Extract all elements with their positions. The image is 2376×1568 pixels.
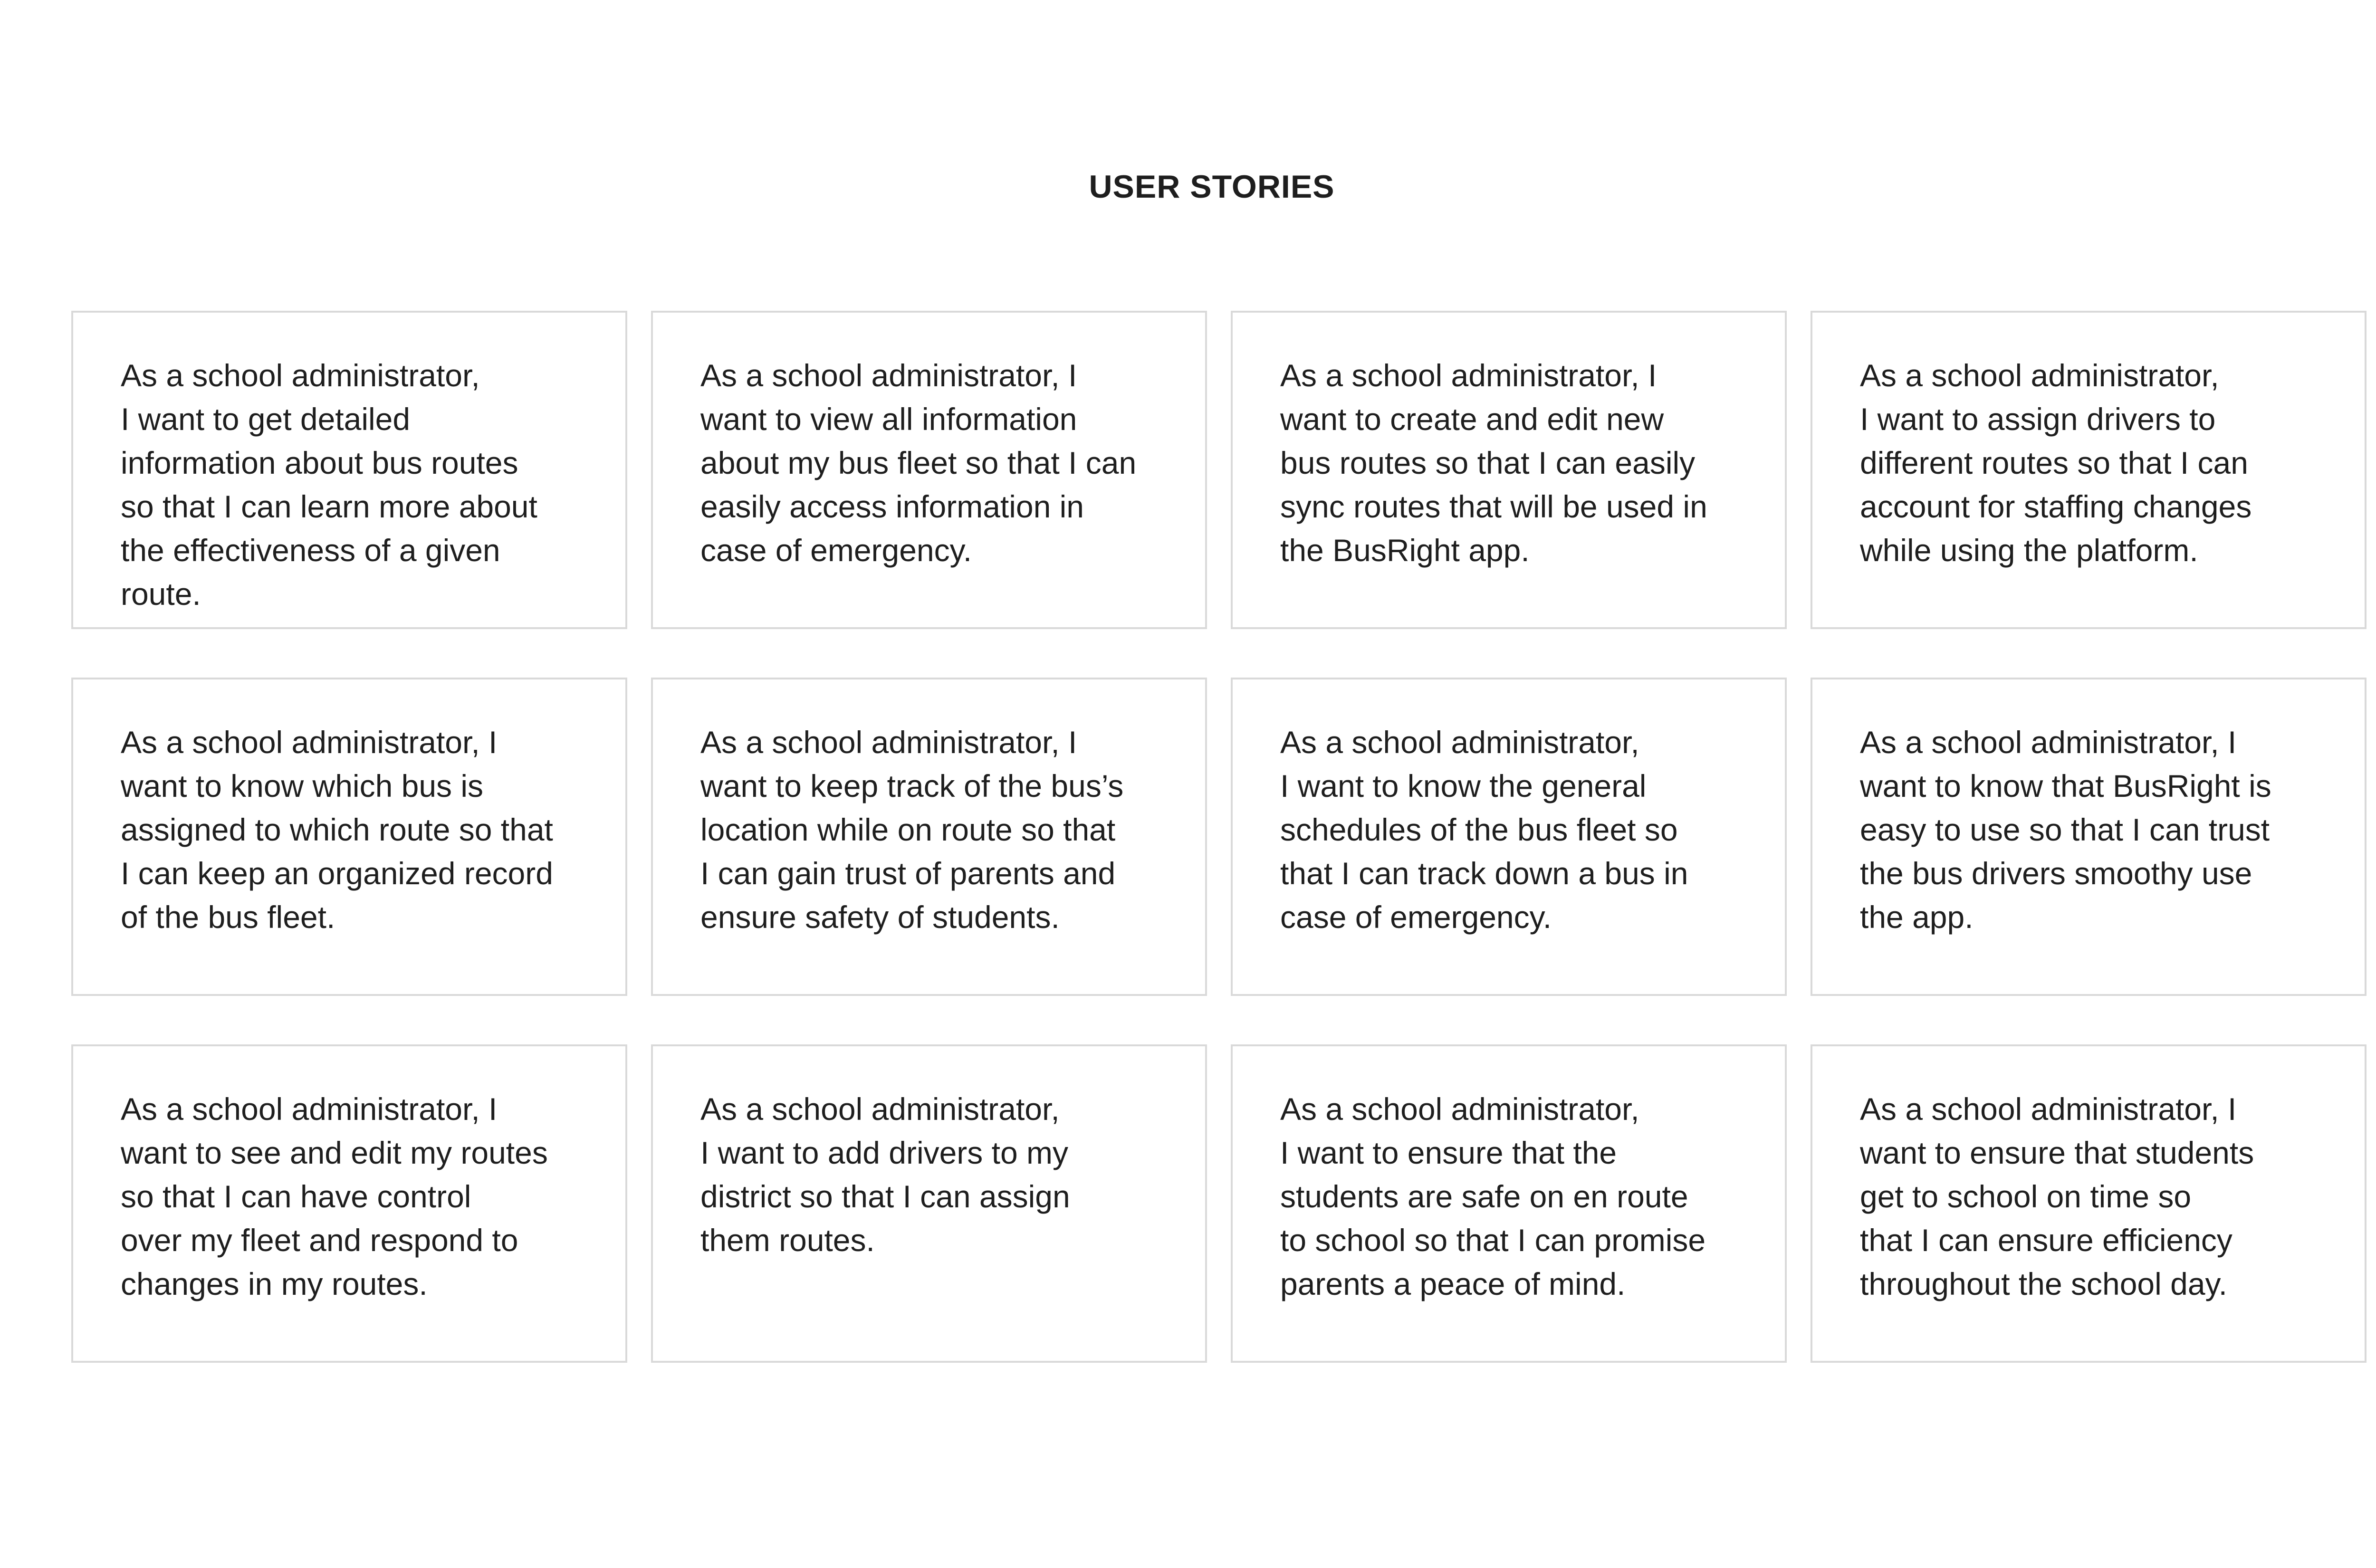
story-text: As a school administrator, I want to know that BusRight is easy to use so that I can trust the bus drivers smoothy use the app. <box>1860 725 2271 935</box>
story-text: As a school administrator, I want to know the general schedules of the bus fleet so that I can track down a bus in case of emergency. <box>1280 725 1688 935</box>
story-text: As a school administrator, I want to see and edit my routes so that I can have control over my fleet and respond to changes in my routes. <box>121 1091 548 1301</box>
story-card <box>1811 1044 2366 1363</box>
story-card <box>651 678 1207 996</box>
story-card <box>1811 311 2366 629</box>
story-card <box>1231 1044 1787 1363</box>
story-text: As a school administrator, I want to ensure that the students are safe on en route to school so that I can promise parents a peace of mind. <box>1280 1091 1706 1301</box>
story-card <box>1231 678 1787 996</box>
story-card <box>71 678 627 996</box>
story-text: As a school administrator, I want to know which bus is assigned to which route so that I can keep an organized record of the bus fleet. <box>121 725 553 935</box>
story-card <box>1231 311 1787 629</box>
story-text: As a school administrator, I want to get detailed information about bus routes so that I can learn more about the effectiveness of a given route. <box>121 358 537 612</box>
story-text: As a school administrator, I want to view all information about my bus fleet so that I can easily access information in case of emergency. <box>700 358 1137 568</box>
story-text: As a school administrator, I want to ensure that students get to school on time so that I can ensure efficiency throughout the school day. <box>1860 1091 2254 1301</box>
story-text: As a school administrator, I want to keep track of the bus’s location while on route so that I can gain trust of parents and ensure safety of students. <box>700 725 1124 935</box>
story-text: As a school administrator, I want to assign drivers to different routes so that I can account for staffing changes while using the platform. <box>1860 358 2252 568</box>
story-text: As a school administrator, I want to create and edit new bus routes so that I can easily sync routes that will be used in the BusRight app. <box>1280 358 1707 568</box>
story-card <box>1811 678 2366 996</box>
story-card <box>651 311 1207 629</box>
page-title: USER STORIES <box>1089 169 1335 205</box>
story-card <box>71 1044 627 1363</box>
story-card <box>651 1044 1207 1363</box>
story-text: As a school administrator, I want to add drivers to my district so that I can assign them routes. <box>700 1091 1070 1258</box>
user-story-grid <box>71 311 2366 1363</box>
story-card <box>71 311 627 629</box>
